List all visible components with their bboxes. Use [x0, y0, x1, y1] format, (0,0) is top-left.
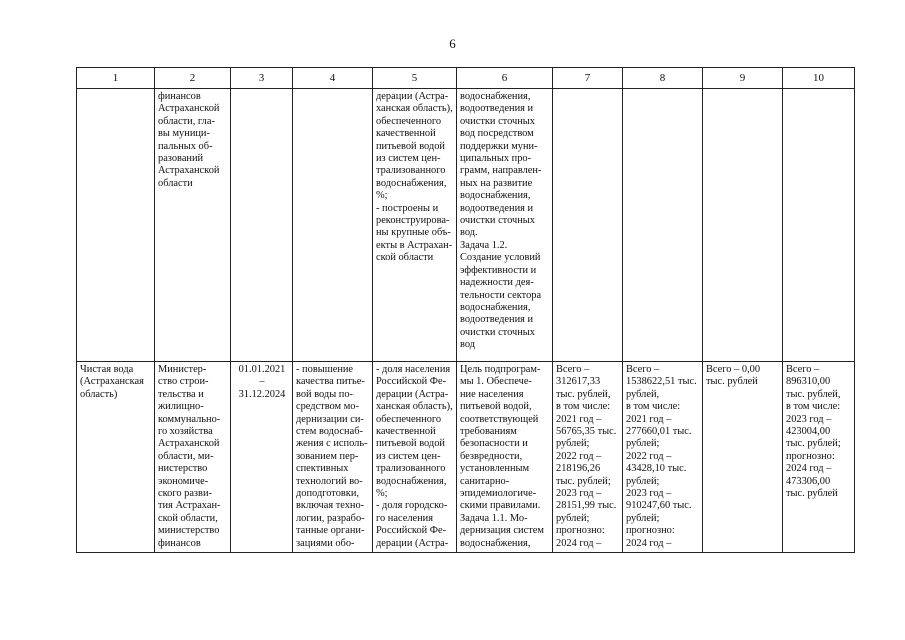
- indicators-cell: - доля населения Российской Фе- дерации (Астра- ханская область), обеспеченного качественной питьевой водой из систем цен- трализованного водоснабжения, %; - доля городско- го населения Российской Фе- дерации (Астра-: [373, 362, 457, 553]
- expected-results-cell: - повышение качества питье- вой воды по- средством мо- дернизации си- стем водоснаб- жения с исполь- зованием пер- спективных технологий во- доподготовки, включая техно- логии, разрабо- танные органи- зациями обо-: [293, 362, 373, 553]
- column-number-header: 4: [293, 68, 373, 89]
- expected-results-cell: [293, 89, 373, 362]
- funding-cell: Всего – 1538622,51 тыс. рублей, в том числе: 2021 год – 277660,01 тыс. рублей; 2022 год – 43428,10 тыс. рублей; 2023 год – 910247,60 тыс. рублей; прогнозно: 2024 год –: [623, 362, 703, 553]
- executor-cell: Министер- ство строи- тельства и жилищно- коммунально- го хозяйства Астраханской области, ми- нистерство экономиче- ского разви- тия Астрахан- ской области, министерство финансов: [155, 362, 231, 553]
- page-number: 6: [449, 36, 456, 51]
- indicators-cell: дерации (Астра- ханская область), обеспеченного качественной питьевой водой из систем цен- трализованного водоснабжения, %; - построены и реконструирова- ны крупные объ- екты в Астрахан- ской области: [373, 89, 457, 362]
- period-cell: [231, 89, 293, 362]
- funding-cell: [553, 89, 623, 362]
- table-row: [77, 362, 855, 553]
- column-number-header: 9: [703, 68, 783, 89]
- column-number-header: 7: [553, 68, 623, 89]
- column-number-header: 5: [373, 68, 457, 89]
- program-table: [76, 67, 855, 553]
- funding-cell: [783, 89, 855, 362]
- column-number-header: 8: [623, 68, 703, 89]
- column-number-header: 1: [77, 68, 155, 89]
- funding-cell: [623, 89, 703, 362]
- table-row: [77, 89, 855, 362]
- subprogram-name-cell: [77, 89, 155, 362]
- funding-cell: Всего – 0,00 тыс. рублей: [703, 362, 783, 553]
- header-row: [77, 68, 855, 89]
- goals-tasks-cell: Цель подпрограм- мы 1. Обеспече- ние населения питьевой водой, соответствующей требованиям безопасности и безвредности, установленным санитарно- эпидемиологиче- скими правилами. Задача 1.1. Мо- дернизация систем водоснабжения,: [457, 362, 553, 553]
- period-cell: 01.01.2021 – 31.12.2024: [231, 362, 293, 553]
- executor-cell: финансов Астраханской области, гла- вы муници- пальных об- разований Астраханской области: [155, 89, 231, 362]
- column-number-header: 6: [457, 68, 553, 89]
- goals-tasks-cell: водоснабжения, водоотведения и очистки сточных вод посредством поддержки муни- ципальных про- грамм, направлен- ных на развитие водоснабжения, водоотведения и очистки сточных вод. Задача 1.2. Создание условий эффективности и надежности дея- тельности сектора водоснабжения, водоотведения и очистки сточных вод: [457, 89, 553, 362]
- column-number-header: 10: [783, 68, 855, 89]
- funding-cell: Всего – 896310,00 тыс. рублей, в том числе: 2023 год – 423004,00 тыс. рублей; прогнозно: 2024 год – 473306,00 тыс. рублей: [783, 362, 855, 553]
- funding-cell: Всего – 312617,33 тыс. рублей, в том числе: 2021 год – 56765,35 тыс. рублей; 2022 год – 218196,26 тыс. рублей; 2023 год – 28151,99 тыс. рублей; прогнозно: 2024 год –: [553, 362, 623, 553]
- funding-cell: [703, 89, 783, 362]
- subprogram-name-cell: Чистая вода (Астраханская область): [77, 362, 155, 553]
- column-number-header: 2: [155, 68, 231, 89]
- column-number-header: 3: [231, 68, 293, 89]
